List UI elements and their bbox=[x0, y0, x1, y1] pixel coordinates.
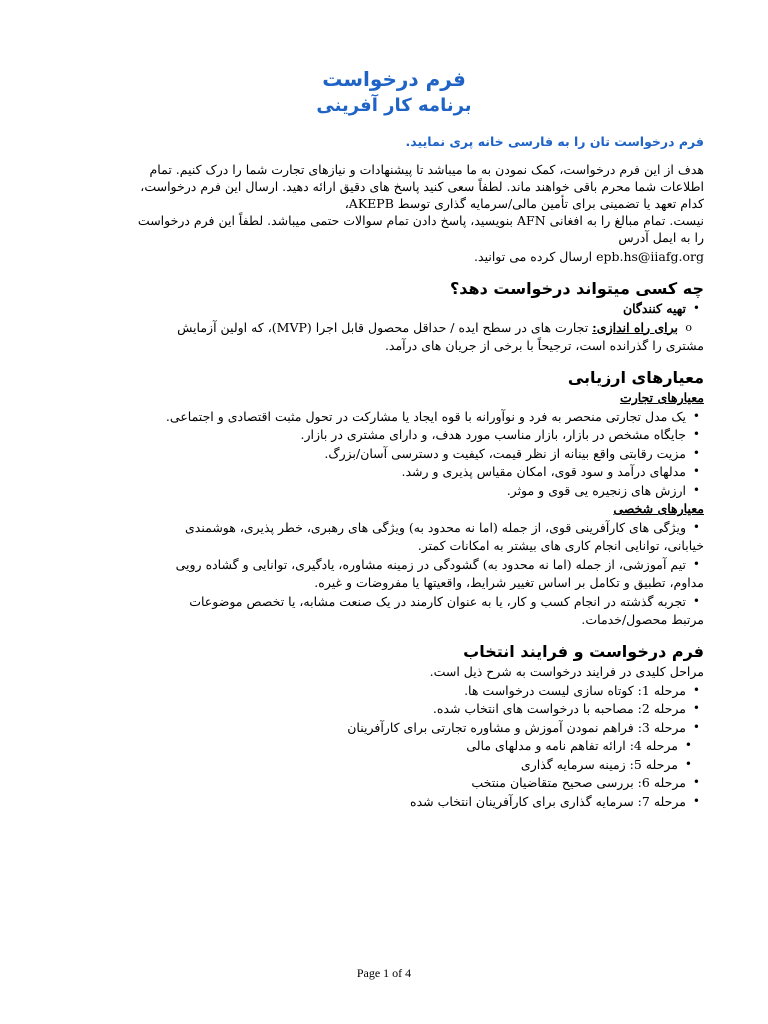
preparers-label: تهیه کنندگان bbox=[622, 301, 686, 316]
intro-line: اطلاعات شما محرم باقی خواهند ماند. لطفاً سعی کنید پاسخ های دقیق ارائه دهید. ارسال این فرم درخواست، bbox=[140, 179, 704, 194]
startup-item bbox=[84, 319, 678, 336]
step-item: • مرحله 7: سرمایه گذاری برای کارآفرینان انتخاب شده bbox=[84, 793, 686, 810]
startup-text: تجارت های در سطح ایده / حداقل محصول قابل اجرا (MVP)، که اولین آزمایش bbox=[177, 319, 589, 335]
who-can-apply-heading: چه کسی میتواند درخواست دهد؟ bbox=[450, 279, 704, 298]
list-item: • مدلهای درآمد و سود قوی، امکان مقیاس پذیری و رشد. bbox=[84, 463, 686, 480]
personal-criteria-heading: معیارهای شخصی bbox=[613, 501, 704, 516]
process-sub-steps bbox=[84, 737, 704, 773]
item-line-cont: مداوم، تطبیق و تکامل بر اساس تغییر شرایط، واقعیتها یا مفروضات و غیره. bbox=[314, 575, 704, 590]
list-item bbox=[84, 519, 686, 536]
list-item: • یک مدل تجارتی منحصر به فرد و نوآورانه با قوه ایجاد یا مشارکت در تحول مثبت اقتصادی و اجتماعی. bbox=[84, 408, 686, 425]
business-criteria-list bbox=[84, 408, 704, 499]
item-line-cont: مرتبط محصول/خدمات. bbox=[581, 612, 704, 627]
process-steps-2 bbox=[84, 774, 704, 810]
list-item bbox=[84, 593, 686, 610]
business-criteria-heading: معیارهای تجارت bbox=[619, 390, 704, 405]
step-item: • مرحله 2: مصاحبه با درخواست های انتخاب شده. bbox=[84, 700, 686, 717]
list-item: • جایگاه مشخص در بازار، بازار مناسب مورد هدف، و دارای مشتری در بازار. bbox=[84, 426, 686, 443]
intro-line: کدام تعهد یا تضمینی برای تأمین مالی/سرمایه گذاری توسط AKEPB، bbox=[344, 196, 704, 211]
item-line: تجربه گذشته در انجام کسب و کار، یا به عنوان کارمند در یک صنعت مشابه، یا تخصص موضوعات bbox=[189, 593, 686, 609]
personal-criteria-list-3 bbox=[84, 593, 704, 610]
intro-line: را به ایمل آدرس bbox=[618, 230, 704, 245]
personal-criteria-list-2 bbox=[84, 556, 704, 573]
item-line: ویژگی های کارآفرینی قوی، از جمله (اما نه محدود به) ویژگی های رهبری، خطر پذیری، هوشمندی bbox=[184, 519, 686, 535]
step-item: • مرحله 5: زمینه سرمایه گذاری bbox=[84, 756, 678, 773]
intro-line: هدف از این فرم درخواست، کمک نمودن به ما میباشد تا پیشنهادات و نیازهای تجارت شما را درک کنیم. تمام bbox=[149, 162, 704, 177]
program-subtitle: برنامه کار آفرینی bbox=[316, 95, 472, 116]
step-item: • مرحله 6: بررسی صحیح متقاضیان منتخب bbox=[84, 774, 686, 791]
document-page bbox=[84, 62, 704, 811]
process-intro: مراحل کلیدی در فرایند درخواست به شرح ذیل است. bbox=[429, 664, 704, 679]
item-line-cont: خیابانی، توانایی انجام کاری های بیشتر به امکانات کمتر. bbox=[417, 538, 704, 553]
step-item: • مرحله 1: کوتاه سازی لیست درخواست ها. bbox=[84, 682, 686, 699]
step-item: • مرحله 3: فراهم نمودن آموزش و مشاوره تجارتی برای کارآفرینان bbox=[84, 719, 686, 736]
process-steps bbox=[84, 682, 704, 736]
who-list bbox=[84, 300, 704, 317]
intro-line: نیست. تمام مبالغ را به افغانی AFN بنویسید، پاسخ دادن تمام سوالات حتمی میباشد. لطفاً این فرم درخواست bbox=[137, 213, 704, 228]
process-heading: فرم درخواست و فرایند انتخاب bbox=[463, 642, 704, 661]
form-title: فرم درخواست bbox=[322, 67, 466, 91]
criteria-heading: معیارهای ارزیابی bbox=[567, 368, 704, 387]
intro-paragraph bbox=[84, 161, 704, 265]
step-item: • مرحله 4: ارائه تفاهم نامه و مدلهای مالی bbox=[84, 737, 678, 754]
list-item: • مزیت رقابتی واقع بینانه از نظر قیمت، کیفیت و دسترسی آسان/بزرگ. bbox=[84, 445, 686, 462]
startup-text-cont: مشتری را گذرانده است، ترجیحاً با برخی از جریان های درآمد. bbox=[384, 338, 704, 353]
email-line: epb.hs@iiafg.org ارسال کرده می توانید. bbox=[474, 249, 704, 264]
page-number: Page 1 of 4 bbox=[356, 966, 412, 980]
personal-criteria-list bbox=[84, 519, 704, 536]
list-item: • ارزش های زنجیره یی قوی و موثر. bbox=[84, 482, 686, 499]
list-item bbox=[84, 556, 686, 573]
item-line: تیم آموزشی، از جمله (اما نه محدود به) گشودگی در زمینه مشاوره، یادگیری، توانایی و گشاده رویی bbox=[175, 556, 686, 572]
startup-list bbox=[84, 319, 704, 336]
startup-label: برای راه اندازی: bbox=[592, 319, 678, 335]
instruction-text: فرم درخواست تان را به فارسی خانه پری نمایید. bbox=[405, 134, 704, 149]
preparers-item bbox=[84, 300, 686, 317]
